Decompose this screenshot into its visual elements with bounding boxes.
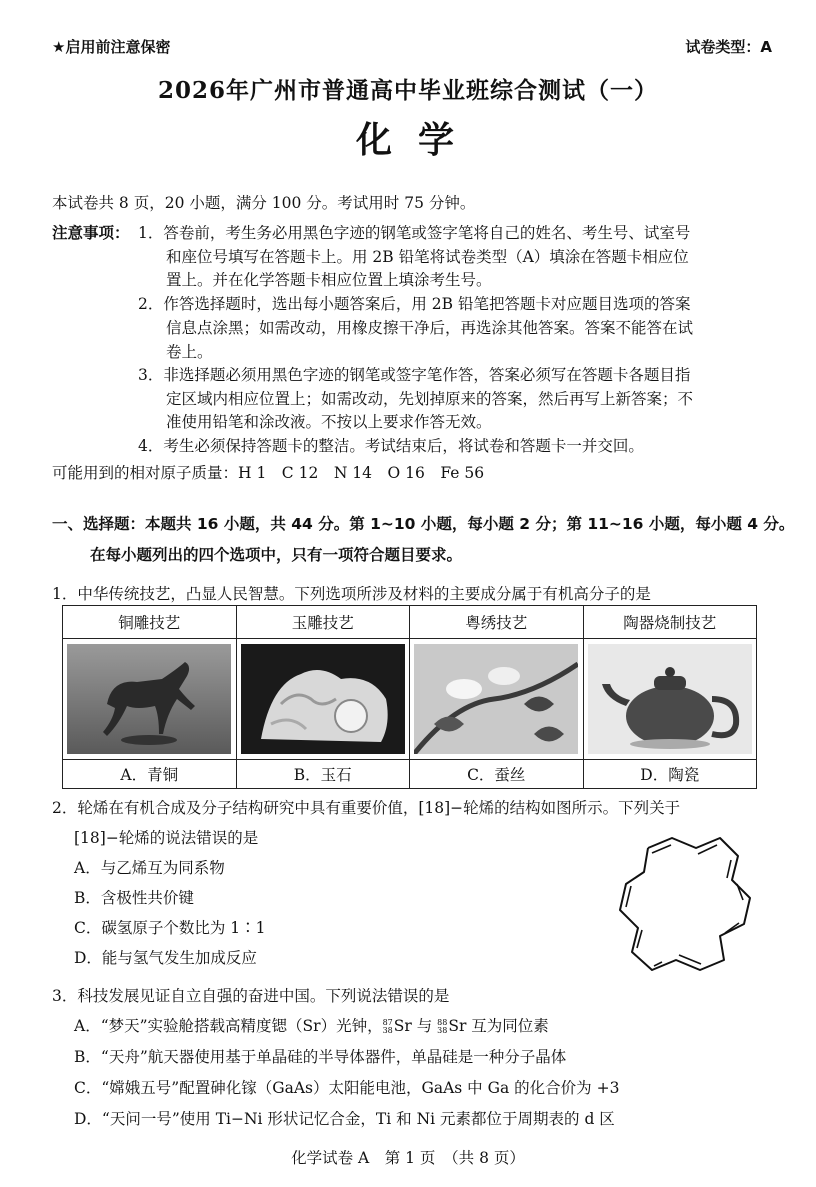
embroidery-photo [410, 639, 584, 760]
question-3-stem: 3．科技发展见证自立自强的奋进中国。下列说法错误的是 [52, 987, 450, 1005]
option-a: A．青铜 [63, 760, 237, 789]
page-footer: 化学试卷 A 第 1 页 （共 8 页） [291, 1149, 525, 1167]
option-b: B．玉石 [236, 760, 410, 789]
table-header: 粤绣技艺 [410, 606, 584, 639]
option-c: C．蚕丝 [410, 760, 584, 789]
notes-label: 注意事项： [52, 224, 130, 242]
notes-line: 4．考生必须保持答题卡的整洁。考试结束后，将试卷和答题卡一并交回。 [138, 437, 644, 455]
section-heading-instruction: 在每小题列出的四个选项中，只有一项符合题目要求。 [90, 546, 463, 564]
question-3-option-c: C．“嫦娥五号”配置砷化镓（GaAs）太阳能电池，GaAs 中 Ga 的化合价为 +3 [74, 1079, 620, 1097]
atomic-number: 38 [437, 1026, 448, 1035]
annulene-structure-diagram [600, 820, 770, 980]
section-heading: 一、选择题：本题共 16 小题，共 44 分。第 1~10 小题，每小题 2 分；第 11~16 小题，每小题 4 分。 [52, 515, 795, 533]
notes-line: 信息点涂黑；如需改动，用橡皮擦干净后，再选涂其他答案。答案不能答在试 [166, 319, 694, 337]
table-header: 铜雕技艺 [63, 606, 237, 639]
option-text: 与 [411, 1017, 438, 1035]
table-header: 玉雕技艺 [236, 606, 410, 639]
notes-line: 和座位号填写在答题卡上。用 2B 铅笔将试卷类型（A）填涂在答题卡相应位 [166, 248, 689, 266]
question-1-table [62, 605, 757, 789]
element-symbol: Sr [393, 1017, 412, 1035]
element-symbol: Sr [448, 1017, 467, 1035]
mass-number: 87 [382, 1018, 393, 1027]
question-1-stem: 1．中华传统技艺，凸显人民智慧。下列选项所涉及材料的主要成分属于有机高分子的是 [52, 585, 651, 603]
question-2-stem-cont: [18]−轮烯的说法错误的是 [74, 829, 259, 847]
notes-line: 1．答卷前，考生务必用黑色字迹的钢笔或签字笔将自己的姓名、考生号、试室号 [138, 224, 691, 242]
exam-title: 2026年广州市普通高中毕业班综合测试（一） [157, 77, 658, 104]
atomic-number: 38 [382, 1026, 393, 1035]
table-header: 陶器烧制技艺 [583, 606, 757, 639]
question-2-option-c: C．碳氢原子个数比为 1∶1 [74, 919, 266, 937]
question-2-option-b: B．含极性共价键 [74, 889, 194, 907]
paper-type: 试卷类型：A [685, 38, 772, 56]
confidential-notice: ★启用前注意保密 [52, 38, 171, 56]
atomic-masses: 可能用到的相对原子质量：H 1 C 12 N 14 O 16 Fe 56 [52, 464, 485, 482]
option-text: A．“梦天”实验舱搭载高精度锶（Sr）光钟， [74, 1017, 383, 1035]
teapot-photo [583, 639, 757, 760]
question-3-option-b: B．“天舟”航天器使用基于单晶硅的半导体器件，单晶硅是一种分子晶体 [74, 1048, 567, 1066]
option-text: 互为同位素 [466, 1017, 549, 1035]
option-d: D．陶瓷 [583, 760, 757, 789]
question-3-option-d: D．“天问一号”使用 Ti−Ni 形状记忆合金，Ti 和 Ni 元素都位于周期表的 d 区 [74, 1110, 615, 1128]
question-3-option-a [74, 1014, 549, 1036]
notes-line: 置上。并在化学答题卡相应位置上填涂考生号。 [166, 271, 492, 289]
notes-line: 3．非选择题必须用黑色字迹的钢笔或签字笔作答，答案必须写在答题卡各题目指 [138, 366, 691, 384]
mass-number: 88 [437, 1018, 448, 1027]
intro-text: 本试卷共 8 页，20 小题，满分 100 分。考试用时 75 分钟。 [52, 194, 476, 212]
notes-line: 卷上。 [166, 343, 213, 361]
notes-line: 准使用铅笔和涂改液。不按以上要求作答无效。 [166, 413, 492, 431]
question-2-stem: 2．轮烯在有机合成及分子结构研究中具有重要价值，[18]−轮烯的结构如图所示。下列关于 [52, 799, 681, 817]
question-2-option-d: D．能与氢气发生加成反应 [74, 949, 257, 967]
notes-line: 定区域内相应位置上；如需改动，先划掉原来的答案，然后再写上新答案；不 [166, 390, 694, 408]
subject-title: 化学 [355, 119, 480, 161]
bronze-horse-photo [63, 639, 237, 760]
notes-line: 2．作答选择题时，选出每小题答案后，用 2B 铅笔把答题卡对应题目选项的答案 [138, 295, 691, 313]
isotope-notation [383, 1019, 393, 1035]
question-2-option-a: A．与乙烯互为同系物 [74, 859, 225, 877]
jade-carving-photo [236, 639, 410, 760]
isotope-notation [437, 1019, 447, 1035]
